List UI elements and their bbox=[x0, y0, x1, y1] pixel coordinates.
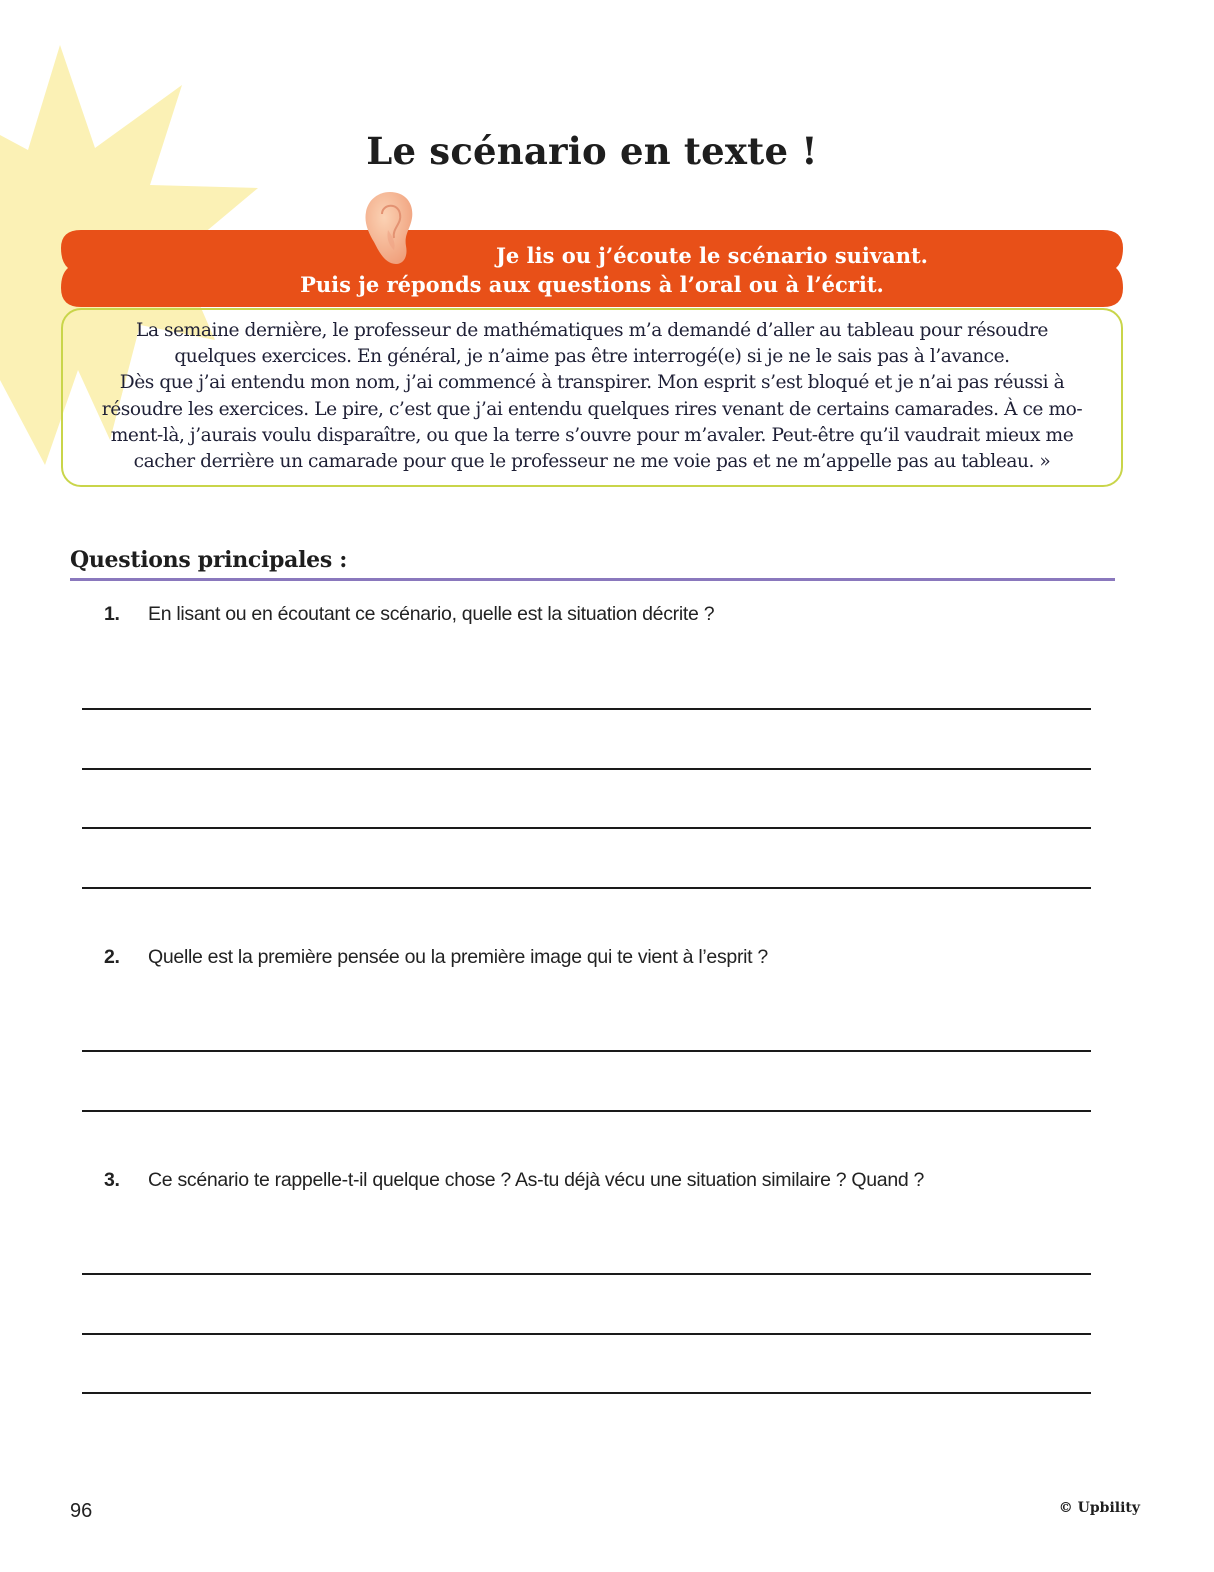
answer-line[interactable] bbox=[82, 827, 1091, 829]
scenario-line: cacher derrière un camarade pour que le professeur ne me voie pas et ne m’appelle pas au tableau. » bbox=[133, 451, 1051, 473]
answer-line[interactable] bbox=[82, 1110, 1091, 1112]
banner-line-2: Puis je réponds aux questions à l’oral ou à l’écrit. bbox=[300, 272, 884, 297]
instruction-banner bbox=[61, 230, 1123, 307]
page-number: 96 bbox=[70, 1500, 93, 1522]
question-1 bbox=[104, 603, 714, 626]
answer-line[interactable] bbox=[82, 887, 1091, 889]
heading-divider bbox=[70, 578, 1115, 581]
answer-line[interactable] bbox=[82, 768, 1091, 770]
scenario-line: Dès que j’ai entendu mon nom, j’ai commencé à transpirer. Mon esprit s’est bloqué et je n’ai pas réussi à bbox=[119, 372, 1065, 394]
answer-line[interactable] bbox=[82, 1273, 1091, 1275]
scenario-line: quelques exercices. En général, je n’aime pas être interrogé(e) si je ne le sais pas à l’avance. bbox=[174, 346, 1010, 368]
answer-line[interactable] bbox=[82, 1392, 1091, 1394]
ear-icon bbox=[362, 190, 418, 266]
scenario-line: ment-là, j’aurais voulu disparaître, ou que la terre s’ouvre pour m’avaler. Peut-être qu’il vaudrait mieux me bbox=[110, 424, 1074, 446]
scenario-text bbox=[63, 318, 1121, 475]
questions-heading: Questions principales : bbox=[70, 547, 348, 573]
question-number: 2. bbox=[104, 946, 120, 968]
banner-line-1: Je lis ou j’écoute le scénario suivant. bbox=[496, 243, 928, 268]
question-text: En lisant ou en écoutant ce scénario, quelle est la situation décrite ? bbox=[148, 603, 715, 625]
scenario-line: La semaine dernière, le professeur de mathématiques m’a demandé d’aller au tableau pour résoudre bbox=[136, 320, 1048, 341]
question-number: 1. bbox=[104, 603, 120, 625]
question-text: Ce scénario te rappelle-t-il quelque chose ? As-tu déjà vécu une situation similaire ? Quand ? bbox=[148, 1169, 925, 1191]
question-text: Quelle est la première pensée ou la première image qui te vient à l’esprit ? bbox=[148, 946, 768, 968]
answer-line[interactable] bbox=[82, 1333, 1091, 1335]
answer-line[interactable] bbox=[82, 1050, 1091, 1052]
answer-line[interactable] bbox=[82, 708, 1091, 710]
question-number: 3. bbox=[104, 1169, 120, 1191]
copyright-notice: © Upbility bbox=[1058, 1500, 1140, 1516]
scenario-line: résoudre les exercices. Le pire, c’est que j’ai entendu quelques rires venant de certains camarades. À ce mo- bbox=[101, 398, 1083, 420]
page-title: Le scénario en texte ! bbox=[366, 128, 818, 173]
question-2 bbox=[104, 946, 768, 969]
question-3 bbox=[104, 1169, 924, 1192]
